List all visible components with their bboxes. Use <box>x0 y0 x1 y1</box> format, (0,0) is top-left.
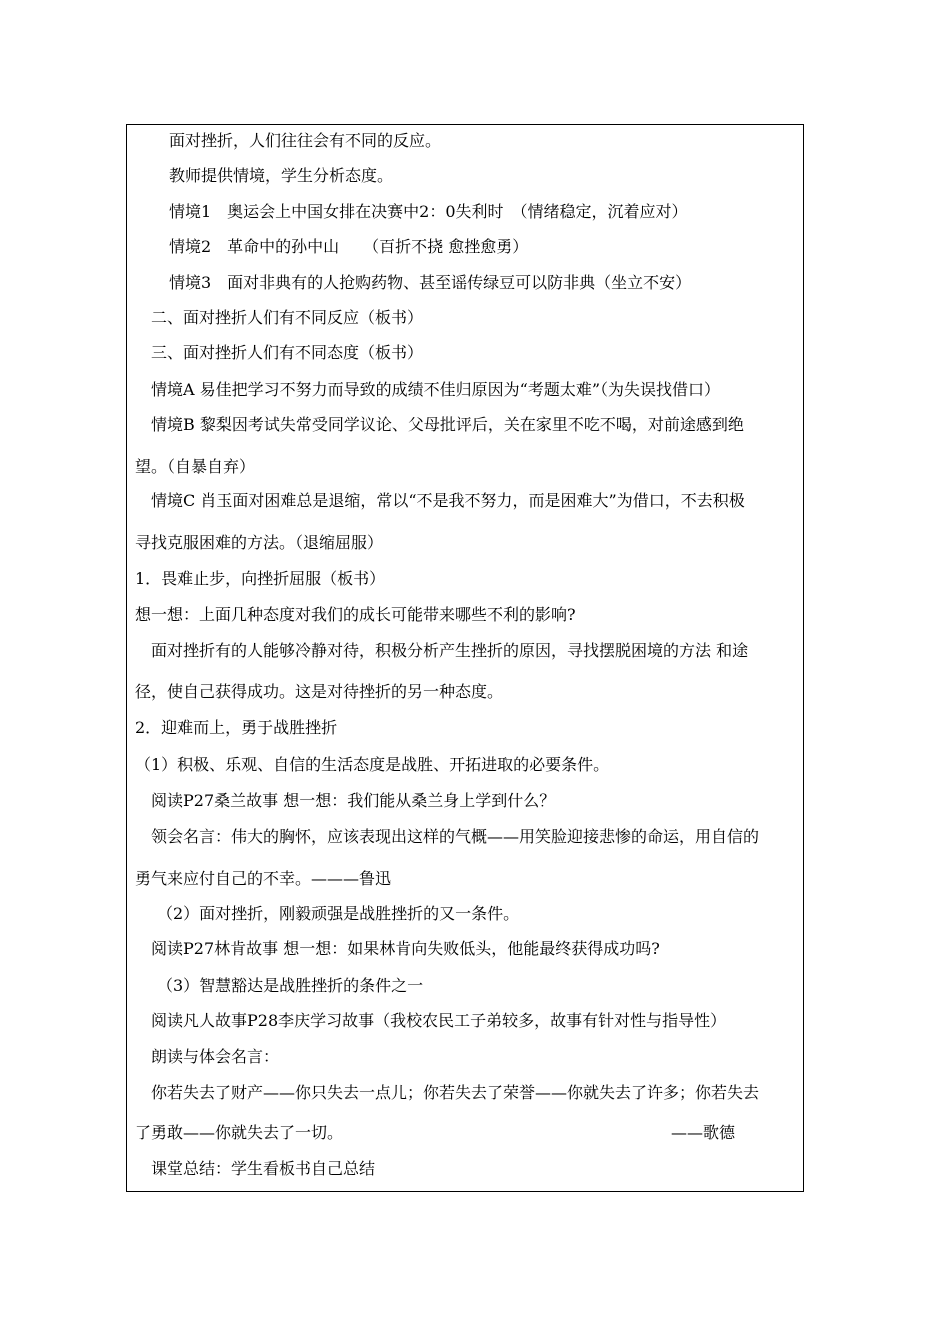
text-line: 2．迎难而上，勇于战胜挫折 <box>135 718 338 737</box>
text-line: 你若失去了财产——你只失去一点儿；你若失去了荣誉——你就失去了许多；你若失去 <box>151 1083 760 1102</box>
text-line: 领会名言：伟大的胸怀，应该表现出这样的气概——用笑脸迎接悲惨的命运，用自信的 <box>151 827 760 846</box>
text-line: 阅读凡人故事P28李庆学习故事（我校农民工子弟较多，故事有针对性与指导性） <box>151 1011 727 1030</box>
text-line: 三、面对挫折人们有不同态度（板书） <box>151 343 424 362</box>
text-line: 情境B 黎梨因考试失常受同学议论、父母批评后，关在家里不吃不喝，对前途感到绝 <box>151 415 744 434</box>
text-line: （1）积极、乐观、自信的生活态度是战胜、开拓进取的必要条件。 <box>135 755 610 774</box>
text-line: 1．畏难止步，向挫折屈服（板书） <box>135 569 386 588</box>
text-line: 面对挫折有的人能够冷静对待，积极分析产生挫折的原因，寻找摆脱困境的方法 和途 <box>151 641 749 660</box>
text-line: 课堂总结：学生看板书自己总结 <box>151 1159 376 1178</box>
quote-attribution: ——歌德 <box>671 1123 736 1142</box>
text-line: 了勇敢——你就失去了一切。 <box>135 1123 344 1142</box>
text-line: 想一想：上面几种态度对我们的成长可能带来哪些不利的影响? <box>135 605 576 624</box>
text-line: 勇气来应付自己的不幸。———鲁迅 <box>135 869 392 888</box>
text-line: 面对挫折，人们往往会有不同的反应。 <box>169 131 442 150</box>
text-line: 阅读P27林肯故事 想一想：如果林肯向失败低头，他能最终获得成功吗? <box>151 939 660 958</box>
text-line: 教师提供情境，学生分析态度。 <box>169 166 394 185</box>
document-table-cell <box>126 124 804 1192</box>
text-line: 阅读P27桑兰故事 想一想：我们能从桑兰身上学到什么？ <box>151 791 556 810</box>
text-line: 情境1 奥运会上中国女排在决赛中2：0失利时 （情绪稳定，沉着应对） <box>169 202 688 221</box>
text-line: 情境A 易佳把学习不努力而导致的成绩不佳归原因为“考题太难”（为失误找借口） <box>151 380 721 399</box>
text-line: 寻找克服困难的方法。（退缩屈服） <box>135 533 384 552</box>
text-line: 望。（自暴自弃） <box>135 457 256 476</box>
text-line: 情境3 面对非典有的人抢购药物、甚至谣传绿豆可以防非典（坐立不安） <box>169 273 692 292</box>
text-line: 二、面对挫折人们有不同反应（板书） <box>151 308 424 327</box>
text-line: 径，使自己获得成功。这是对待挫折的另一种态度。 <box>135 682 504 701</box>
text-line: 朗读与体会名言： <box>151 1047 280 1066</box>
text-line: （2）面对挫折，刚毅顽强是战胜挫折的又一条件。 <box>157 904 520 923</box>
text-line: 情境C 肖玉面对困难总是退缩，常以“不是我不努力，而是困难大”为借口，不去积极 <box>151 491 745 510</box>
text-line: （3）智慧豁达是战胜挫折的条件之一 <box>157 976 424 995</box>
text-line: 情境2 革命中的孙中山 （百折不挠 愈挫愈勇） <box>169 237 529 256</box>
